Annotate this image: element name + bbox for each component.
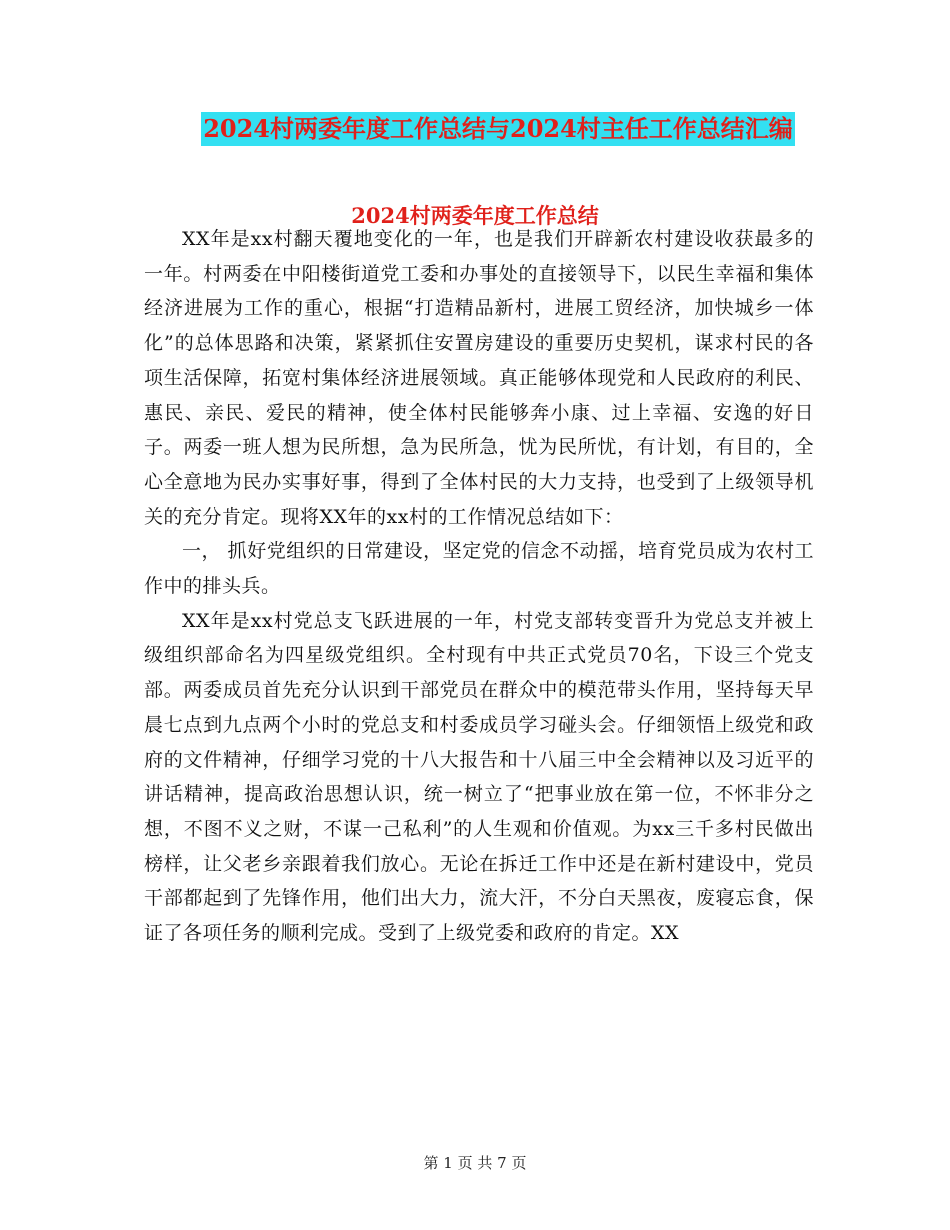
paragraph-heading-1: 一， 抓好党组织的日常建设，坚定党的信念不动摇，培育党员成为农村工作中的排头兵。 <box>144 540 814 598</box>
paragraph-party-building: XX年是xx村党总支飞跃进展的一年，村党支部转变晋升为党总支并被上级组织部命名为四星级党组织。全村现有中共正式党员70名，下设三个党支部。两委成员首先充分认识到干部党员在群众中的模范带头作用，坚持每天早晨七点到九点两个小时的党总支和村委成员学习碰头会。仔细领悟上级党和政府的文件精神，仔细学习党的十八大报告和十八届三中全会精神以及习近平的讲话精神，提高政治思想认识，统一树立了“把事业放在第一位，不怀非分之想，不图不义之财，不谋一己私利”的人生观和价值观。为xx三千多村民做出榜样，让父老乡亲跟着我们放心。无论在拆迁工作中还是在新村建设中，党员干部都起到了先锋作用，他们出大力，流大汗，不分白天黑夜，废寝忘食，保证了各项任务的顺利完成。受到了上级党委和政府的肯定。XX <box>144 609 814 945</box>
page-footer: 第 1 页 共 7 页 <box>423 1154 527 1172</box>
main-title-container <box>0 112 950 146</box>
body-text <box>144 222 814 951</box>
paragraph-intro: XX年是xx村翻天覆地变化的一年，也是我们开辟新农村建设收获最多的一年。村两委在中阳楼街道党工委和办事处的直接领导下，以民生幸福和集体经济进展为工作的重心，根据“打造精品新村，进展工贸经济，加快城乡一体化”的总体思路和决策，紧紧抓住安置房建设的重要历史契机，谋求村民的各项生活保障，拓宽村集体经济进展领域。真正能够体现党和人民政府的利民、惠民、亲民、爱民的精神，使全体村民能够奔小康、过上幸福、安逸的好日子。两委一班人想为民所想，急为民所急，忧为民所忧，有计划，有目的，全心全意地为民办实事好事，得到了全体村民的大力支持，也受到了上级领导机关的充分肯定。现将XX年的xx村的工作情况总结如下： <box>144 228 814 528</box>
section-title: 2024村两委年度工作总结 <box>351 203 599 228</box>
main-title: 2024村两委年度工作总结与2024村主任工作总结汇编 <box>201 112 795 146</box>
